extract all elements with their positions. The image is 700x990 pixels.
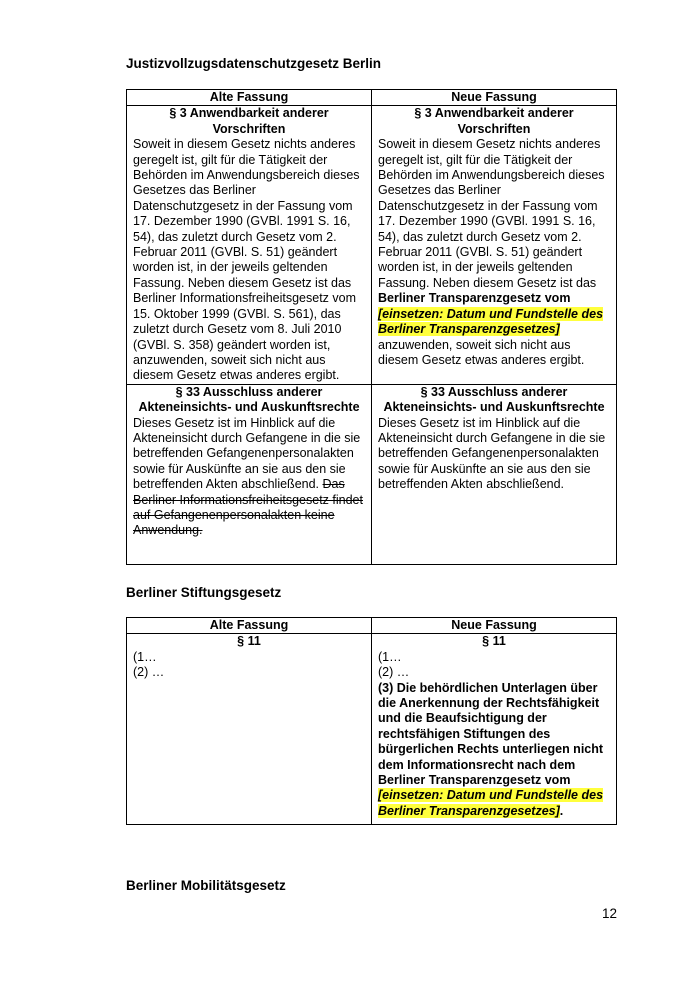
comparison-table-stiftung	[126, 617, 617, 825]
cell-old-para3	[127, 106, 372, 384]
column-header-new: Neue Fassung	[372, 618, 617, 634]
paragraph-text: Soweit in diesem Gesetz nichts anderes geregelt ist, gilt für die Tätigkeit der Behörden im Anwendungsbereich dieses Gesetzes das Berliner Datenschutzgesetz in der Fassung vom 17. Dezember 1990 (GVBl. 1991 S. 16, 54), das zuletzt durch Gesetz vom 2. Februar 2011 (GVBl. S. 51) geändert worden ist, in der jeweils geltenden Fassung. Neben diesem Gesetz ist das	[378, 137, 605, 290]
paragraph-text: anzuwenden, soweit sich nicht aus diesem Gesetz etwas anderes ergibt.	[378, 337, 585, 367]
list-item: (2) …	[378, 665, 410, 680]
paragraph-heading: § 33 Ausschluss anderer Akteneinsichts- und Auskunftsrechte	[138, 384, 360, 415]
paragraph-heading: § 11	[237, 634, 261, 649]
cell-new-para3	[372, 106, 617, 384]
column-header-old: Alte Fassung	[127, 90, 372, 106]
paragraph-heading: § 33 Ausschluss anderer Akteneinsichts- und Auskunftsrechte	[383, 384, 605, 415]
cell-new-para11	[372, 634, 617, 825]
column-header-new: Neue Fassung	[372, 90, 617, 106]
list-item: (1…	[133, 649, 157, 664]
section-title-justizvollzug: Justizvollzugsdatenschutzgesetz Berlin	[126, 56, 382, 71]
section-title-stiftung: Berliner Stiftungsgesetz	[126, 585, 282, 600]
column-header-old: Alte Fassung	[127, 618, 372, 634]
paragraph-text: Dieses Gesetz ist im Hinblick auf die Akteneinsicht durch Gefangene in die sie betreffenden Gefangenenpersonalakten sowie für Auskünfte an sie aus den sie betreffenden Akten abschließend.	[133, 415, 361, 492]
paragraph-heading: § 3 Anwendbarkeit anderer Vorschriften	[414, 106, 574, 136]
comparison-table-justizvollzug	[126, 89, 617, 565]
inserted-text: (3) Die behördlichen Unterlagen über die Anerkennung der Rechtsfähigkeit und die Beaufsichtigung der rechtsfähigen Stiftungen des bürgerlichen Rechts unterliegen nicht dem Informationsrecht nach dem Berliner Transparenzgesetz vom	[378, 680, 604, 788]
page-number: 12	[601, 906, 617, 921]
inserted-text: Berliner Transparenzgesetz vom	[378, 291, 571, 306]
paragraph-heading: § 11	[482, 634, 506, 649]
cell-old-para11	[127, 634, 372, 825]
paragraph-text: Soweit in diesem Gesetz nichts anderes geregelt ist, gilt für die Tätigkeit der Behörden im Anwendungsbereich dieses Gesetzes das Berliner Datenschutzgesetz in der Fassung vom 17. Dezember 1990 (GVBl. 1991 S. 16, 54), das zuletzt durch Gesetz vom 2. Februar 2011 (GVBl. S. 51) geändert worden ist, in der jeweils geltenden Fassung. Neben diesem Gesetz ist das Berliner Informationsfreiheitsgesetz vom 15. Oktober 1999 (GVBl. S. 561), das zuletzt durch Gesetz vom 8. Juli 2010 (GVBl. S. 358) geändert worden ist, anzuwenden, soweit sich nicht aus diesem Gesetz etwas anderes ergibt.	[133, 137, 360, 383]
list-item: (1…	[378, 649, 402, 664]
inserted-text-end: .	[559, 803, 564, 818]
paragraph-text: Dieses Gesetz ist im Hinblick auf die Akteneinsicht durch Gefangene in die sie betreffenden Gefangenenpersonalakten sowie für Auskünfte an sie aus den sie betreffenden Akten abschließend.	[378, 415, 606, 492]
highlighted-placeholder: [einsetzen: Datum und Fundstelle des Berliner Transparenzgesetzes]	[378, 306, 604, 337]
struck-text: Das Berliner Informationsfreiheitsgesetz findet auf Gefangenenpersonalakten keine Anwendung.	[133, 477, 363, 538]
highlighted-placeholder: [einsetzen: Datum und Fundstelle des Berliner Transparenzgesetzes]	[378, 788, 604, 818]
section-title-mobilitaet: Berliner Mobilitätsgesetz	[126, 878, 286, 893]
list-item: (2) …	[133, 665, 165, 680]
cell-new-para33	[372, 384, 617, 564]
paragraph-heading: § 3 Anwendbarkeit anderer Vorschriften	[169, 106, 329, 136]
cell-old-para33	[127, 384, 372, 564]
